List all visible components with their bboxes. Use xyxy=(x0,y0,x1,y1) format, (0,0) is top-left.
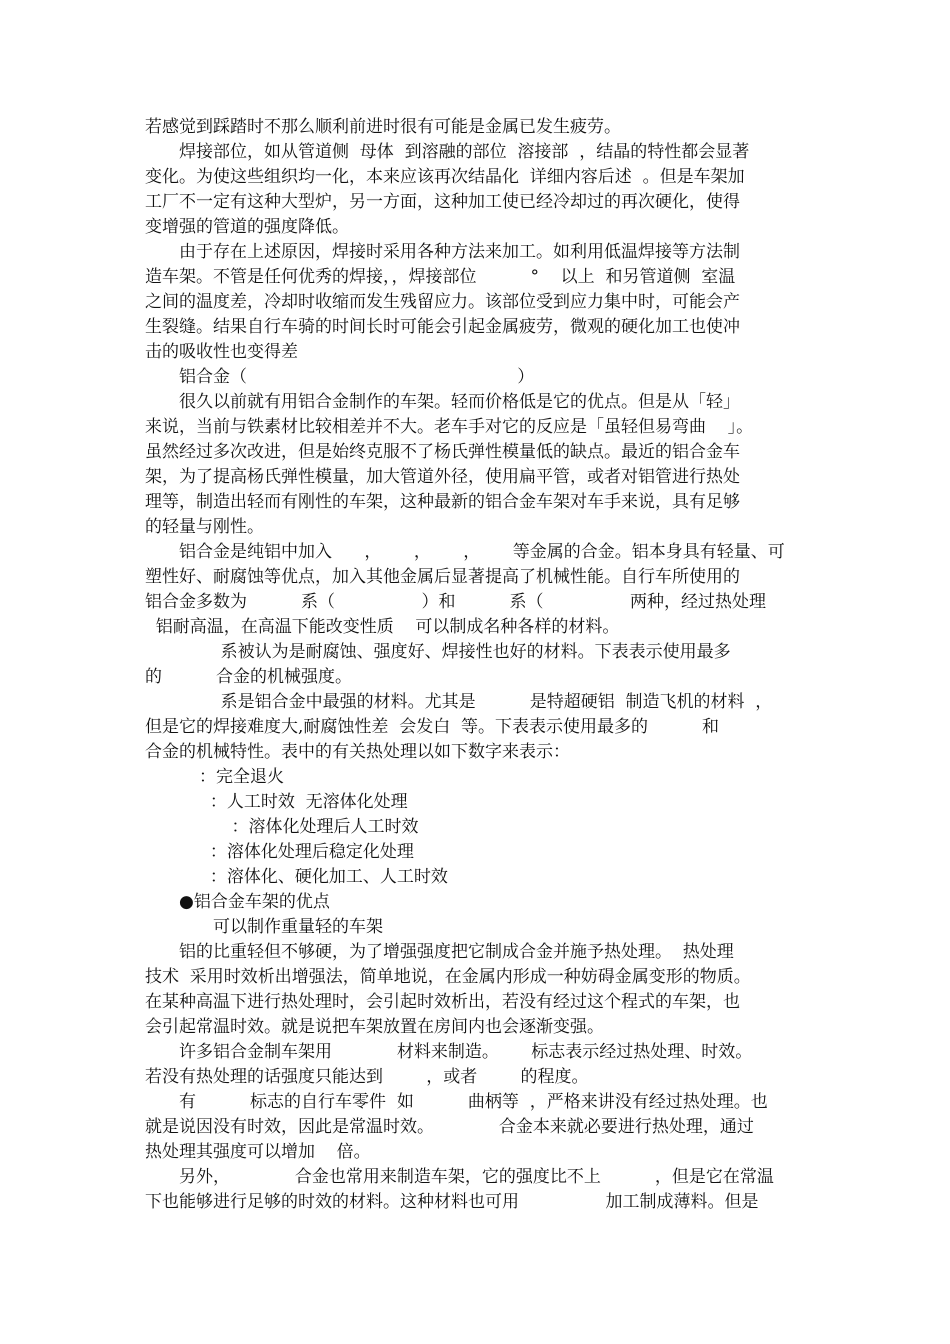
text-line: 许多铝合金制车架用 材料来制造。 标志表示经过热处理、时效。 xyxy=(145,1042,753,1062)
text-line: 会引起常温时效。就是说把车架放置在房间内也会逐渐变强。 xyxy=(145,1017,604,1037)
list-item: ：人工时效 无溶体化处理 xyxy=(145,792,408,812)
list-item: ：溶体化处理后稳定化处理 xyxy=(145,842,414,862)
text-line: 下也能够进行足够的时效的材料。这种材料也可用 加工制成薄料。但是 xyxy=(145,1192,759,1212)
sub-heading: 可以制作重量轻的车架 xyxy=(145,917,383,937)
text-line: 另外， 合金也常用来制造车架，它的强度比不上 ，但是它在常温 xyxy=(145,1167,774,1187)
list-item: ：溶体化、硬化加工、人工时效 xyxy=(145,867,448,887)
text-line: 热处理其强度可以增加 倍。 xyxy=(145,1142,371,1162)
text-line: 在某种高温下进行热处理时，会引起时效析出，若没有经过这个程式的车架，也 xyxy=(145,992,740,1012)
text-line: 若没有热处理的话强度只能达到 ，或者 的程度。 xyxy=(145,1067,589,1087)
text-line: 若感觉到踩踏时不那么顺利前进时很有可能是金属已发生疲劳。 xyxy=(145,117,621,137)
text-line: 技术 采用时效析出增强法，简单地说，在金属内形成一种妨碍金属变形的物质。 xyxy=(145,967,751,987)
list-item: ：溶体化处理后人工时效 xyxy=(145,817,419,837)
list-item: ：完全退火 xyxy=(145,767,285,787)
text-line: 的轻量与刚性。 xyxy=(145,517,264,537)
text-line: 铝合金是纯铝中加入 ， ， ， 等金属的合金。铝本身具有轻量、可 xyxy=(145,542,785,562)
text-line: 就是说因没有时效，因此是常温时效。 合金本来就必要进行热处理，通过 xyxy=(145,1117,754,1137)
text-line: 焊接部位，如从管道侧 母体 到溶融的部位 溶接部 ，结晶的特性都会显著 xyxy=(145,142,750,162)
text-line: 系是铝合金中最强的材料。尤其是 是特超硬铝 制造飞机的材料 ， xyxy=(145,692,773,712)
text-line: 击的吸收性也变得差 xyxy=(145,342,298,362)
text-line: 由于存在上述原因，焊接时采用各种方法来加工。如利用低温焊接等方法制 xyxy=(145,242,740,262)
text-line: 但是它的焊接难度大,耐腐蚀性差 会发白 等。下表表示使用最多的 和 xyxy=(145,717,720,737)
text-line: 铝合金多数为 系（ ）和 系（ 两种，经过热处理 xyxy=(145,592,766,612)
text-line: 有 标志的自行车零件 如 曲柄等 ，严格来讲没有经过热处理。也 xyxy=(145,1092,768,1112)
text-line: 架，为了提高杨氏弹性模量，加大管道外径，使用扁平管，或者对铝管进行热处 xyxy=(145,467,740,487)
text-line: 来说，当前与铁素材比较相差并不大。老车手对它的反应是「虽轻但易弯曲 」。 xyxy=(145,417,754,437)
text-line: 很久以前就有用铝合金制作的车架。轻而价格低是它的优点。但是从「轻」 xyxy=(145,392,740,412)
text-line: 合金的机械特性。表中的有关热处理以如下数字来表示： xyxy=(145,742,570,762)
section-heading: 铝合金（ ） xyxy=(145,367,535,387)
text-line: 虽然经过多次改进，但是始终克服不了杨氏弹性模量低的缺点。最近的铝合金车 xyxy=(145,442,740,462)
text-line: 铝的比重轻但不够硬，为了增强强度把它制成合金并施予热处理。 热处理 xyxy=(145,942,734,962)
text-line: 理等，制造出轻而有刚性的车架，这种最新的铝合金车架对车手来说，具有足够 xyxy=(145,492,740,512)
text-line: 的 合金的机械强度。 xyxy=(145,667,353,687)
section-heading: ●铝合金车架的优点 xyxy=(145,892,330,912)
text-line: 变增强的管道的强度降低。 xyxy=(145,217,349,237)
text-line: 铝耐高温，在高温下能改变性质 可以制成名种各样的材料。 xyxy=(145,617,620,637)
text-line: 之间的温度差，冷却时收缩而发生残留应力。该部位受到应力集中时，可能会产 xyxy=(145,292,740,312)
text-line: 变化。为使这些组织均一化，本来应该再次结晶化 详细内容后述 。但是车架加 xyxy=(145,167,745,187)
text-line: 造车架。不管是任何优秀的焊接，，焊接部位 ° 以上 和另管道侧 室温 xyxy=(145,267,736,287)
text-line: 工厂不一定有这种大型炉，另一方面，这种加工使已经冷却过的再次硬化，使得 xyxy=(145,192,740,212)
text-line: 生裂缝。结果自行车骑的时间长时可能会引起金属疲劳，微观的硬化加工也使冲 xyxy=(145,317,740,337)
text-line: 塑性好、耐腐蚀等优点，加入其他金属后显著提高了机械性能。自行车所使用的 xyxy=(145,567,740,587)
text-line: 系被认为是耐腐蚀、强度好、焊接性也好的材料。下表表示使用最多 xyxy=(145,642,731,662)
